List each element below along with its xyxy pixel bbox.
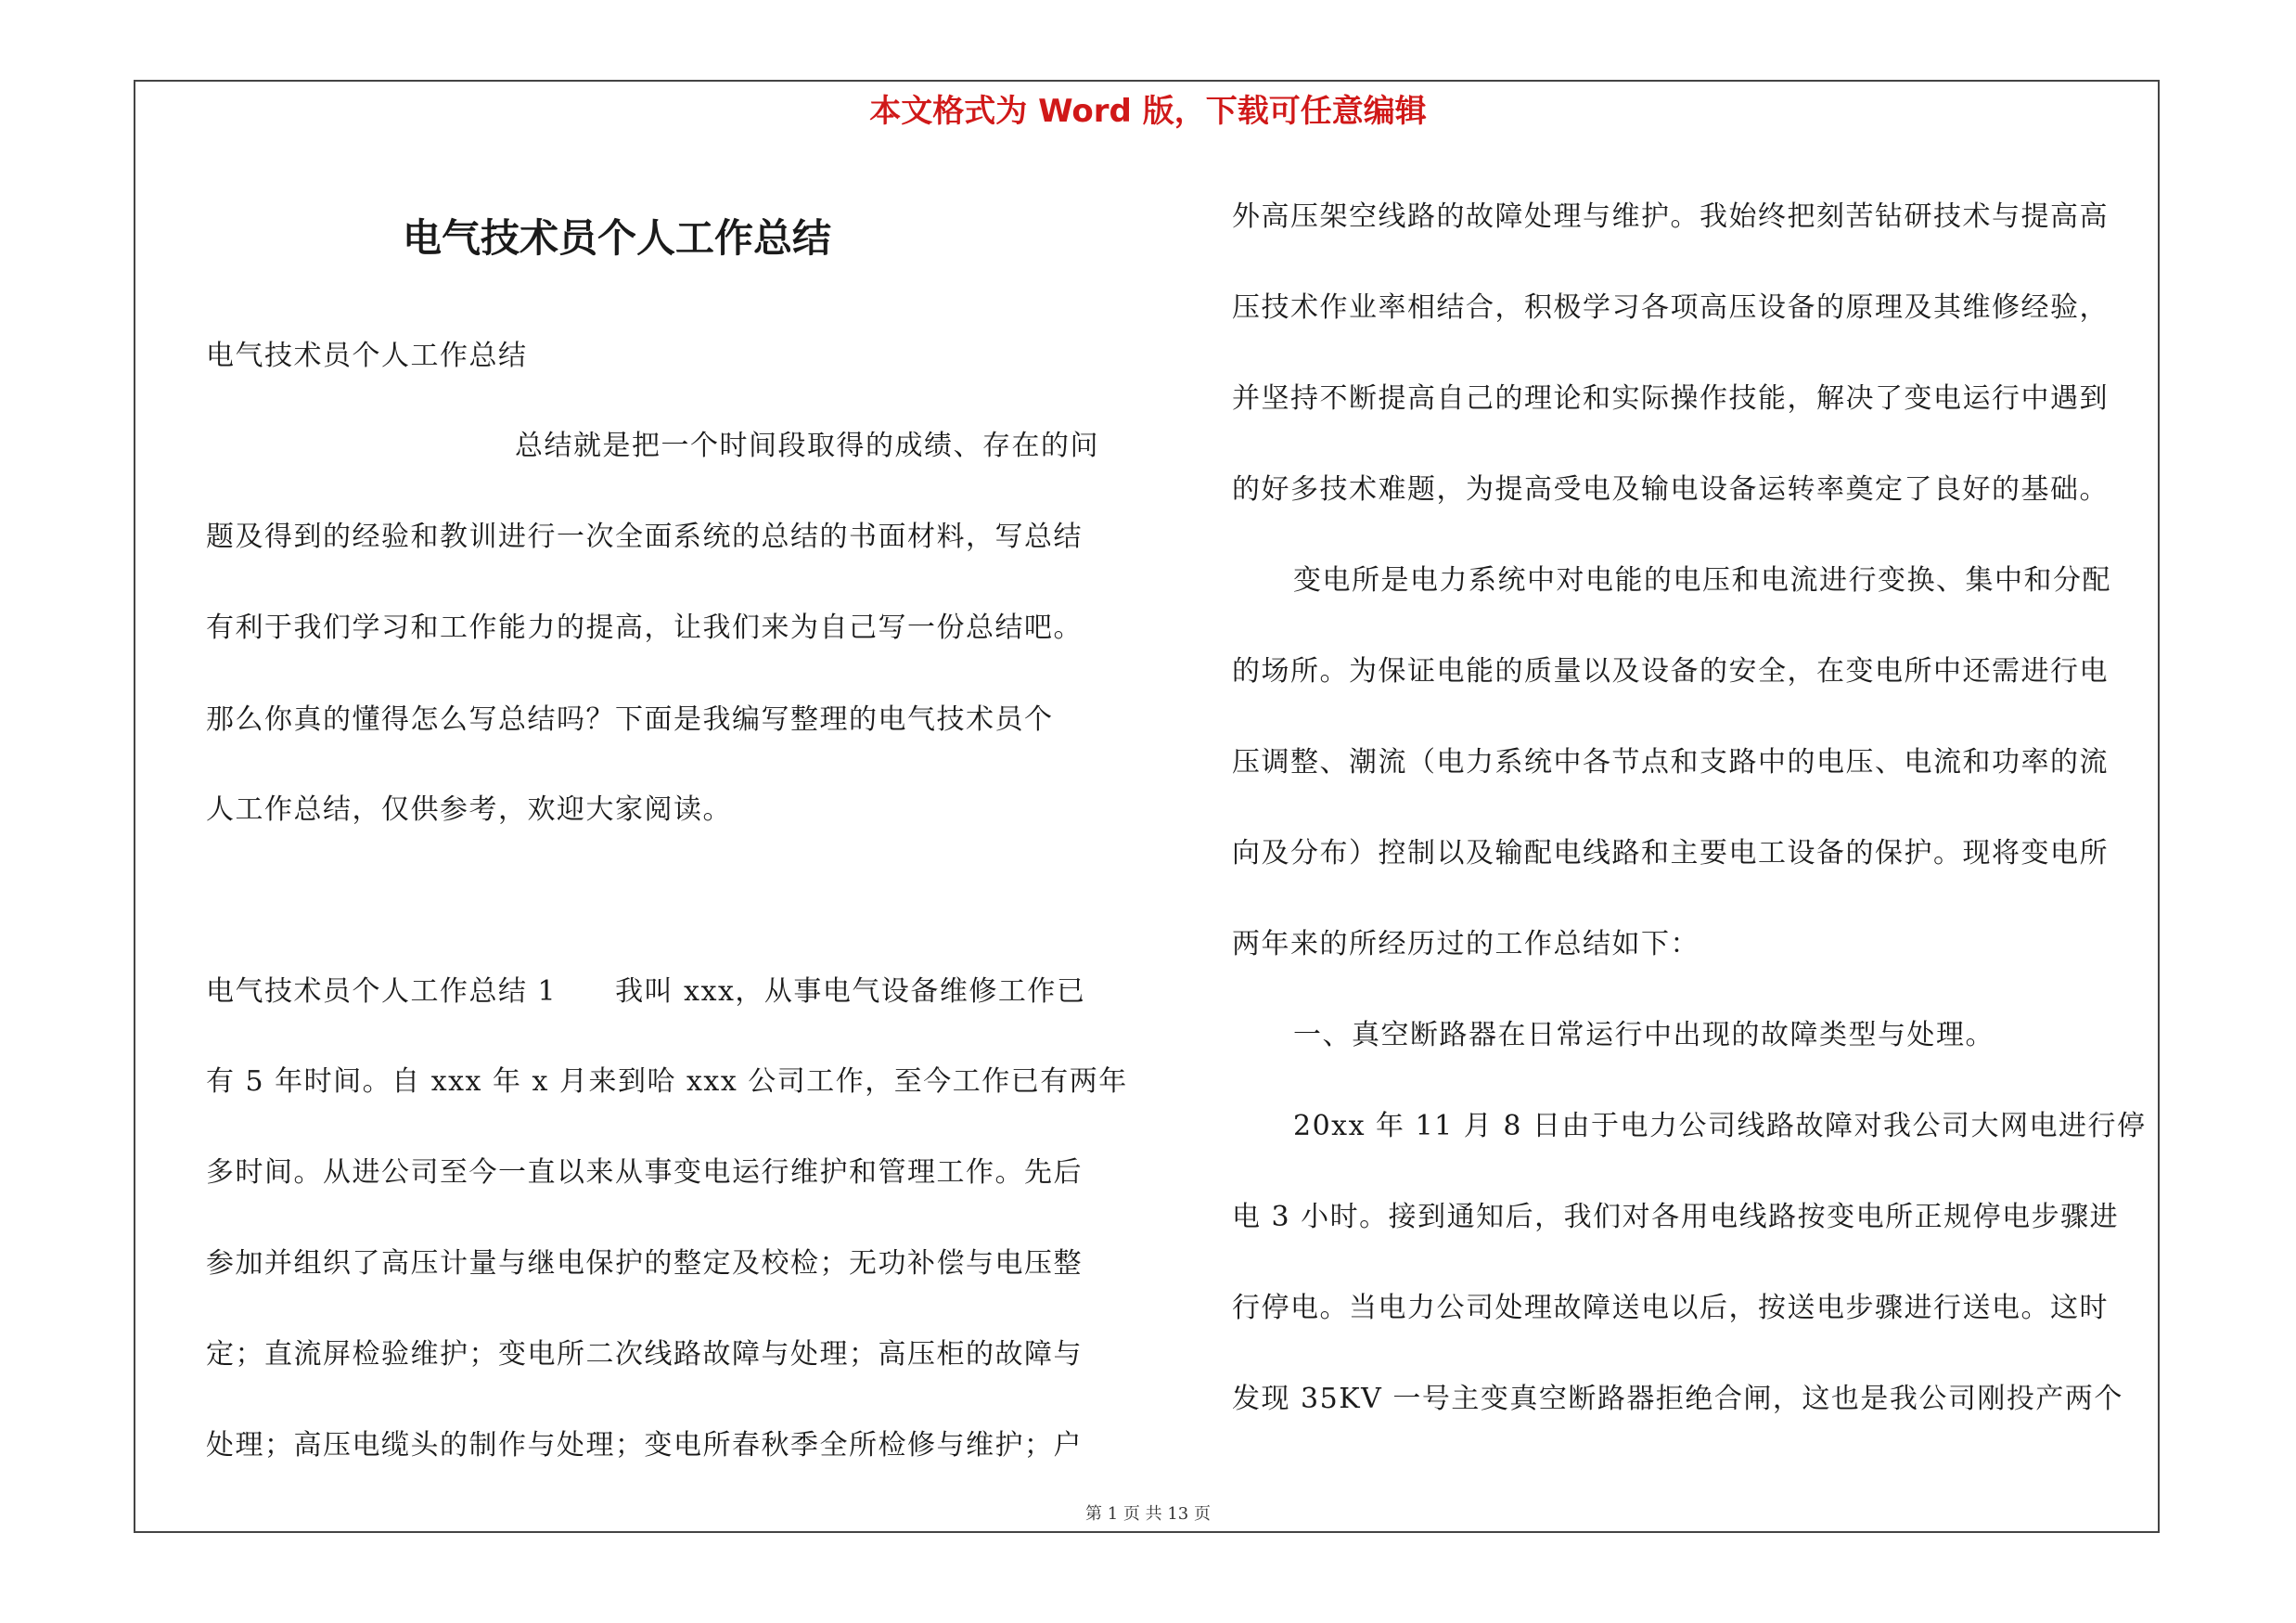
body-line: 两年来的所经历过的工作总结如下：: [1232, 928, 1700, 960]
body-line: 有 5 年时间。自 xxx 年 x 月来到哈 xxx 公司工作，至今工作已有两年: [206, 1065, 1128, 1098]
body-line: 发现 35KV 一号主变真空断路器拒绝合闸，这也是我公司刚投产两个: [1232, 1383, 2123, 1415]
body-line: 多时间。从进公司至今一直以来从事变电运行维护和管理工作。先后: [206, 1156, 1083, 1189]
body-line: 20xx 年 11 月 8 日由于电力公司线路故障对我公司大网电进行停: [1293, 1110, 2147, 1142]
document-title: 电气技术员个人工作总结: [403, 215, 832, 261]
body-line: 外高压架空线路的故障处理与维护。我始终把刻苦钻研技术与提高高: [1232, 200, 2109, 233]
body-line: 电气技术员个人工作总结 1 我叫 xxx，从事电气设备维修工作已: [206, 975, 1086, 1008]
body-line: 定；直流屏检验维护；变电所二次线路故障与处理；高压柜的故障与: [206, 1338, 1083, 1371]
body-line: 向及分布）控制以及输配电线路和主要电工设备的保护。现将变电所: [1232, 837, 2109, 869]
body-line: 人工作总结，仅供参考，欢迎大家阅读。: [206, 793, 732, 826]
body-line: 电气技术员个人工作总结: [206, 340, 528, 372]
body-line: 行停电。当电力公司处理故障送电以后，按送电步骤进行送电。这时: [1232, 1292, 2109, 1324]
body-line: 电 3 小时。接到通知后，我们对各用电线路按变电所正规停电步骤进: [1232, 1201, 2120, 1233]
body-line: 压技术作业率相结合，积极学习各项高压设备的原理及其维修经验，: [1232, 291, 2109, 324]
body-line: 压调整、潮流（电力系统中各节点和支路中的电压、电流和功率的流: [1232, 746, 2109, 779]
body-line: 总结就是把一个时间段取得的成绩、存在的问: [515, 430, 1099, 462]
body-line: 有利于我们学习和工作能力的提高，让我们来为自己写一份总结吧。: [206, 612, 1083, 644]
body-line: 题及得到的经验和教训进行一次全面系统的总结的书面材料，写总结: [206, 521, 1083, 553]
body-line: 参加并组织了高压计量与继电保护的整定及校检；无功补偿与电压整: [206, 1247, 1083, 1280]
body-line: 那么你真的懂得怎么写总结吗？下面是我编写整理的电气技术员个: [206, 703, 1054, 736]
page-number-footer: 第 1 页 共 13 页: [1085, 1504, 1211, 1524]
body-line: 并坚持不断提高自己的理论和实际操作技能，解决了变电运行中遇到: [1232, 382, 2109, 415]
body-line: 的好多技术难题，为提高受电及输电设备运转率奠定了良好的基础。: [1232, 473, 2109, 506]
body-line: 处理；高压电缆头的制作与处理；变电所春秋季全所检修与维护；户: [206, 1429, 1083, 1462]
body-line: 一、真空断路器在日常运行中出现的故障类型与处理。: [1293, 1019, 1995, 1051]
format-banner: 本文格式为 Word 版，下载可任意编辑: [869, 93, 1427, 130]
body-line: 的场所。为保证电能的质量以及设备的安全，在变电所中还需进行电: [1232, 655, 2109, 688]
body-line: 变电所是电力系统中对电能的电压和电流进行变换、集中和分配: [1293, 564, 2111, 597]
